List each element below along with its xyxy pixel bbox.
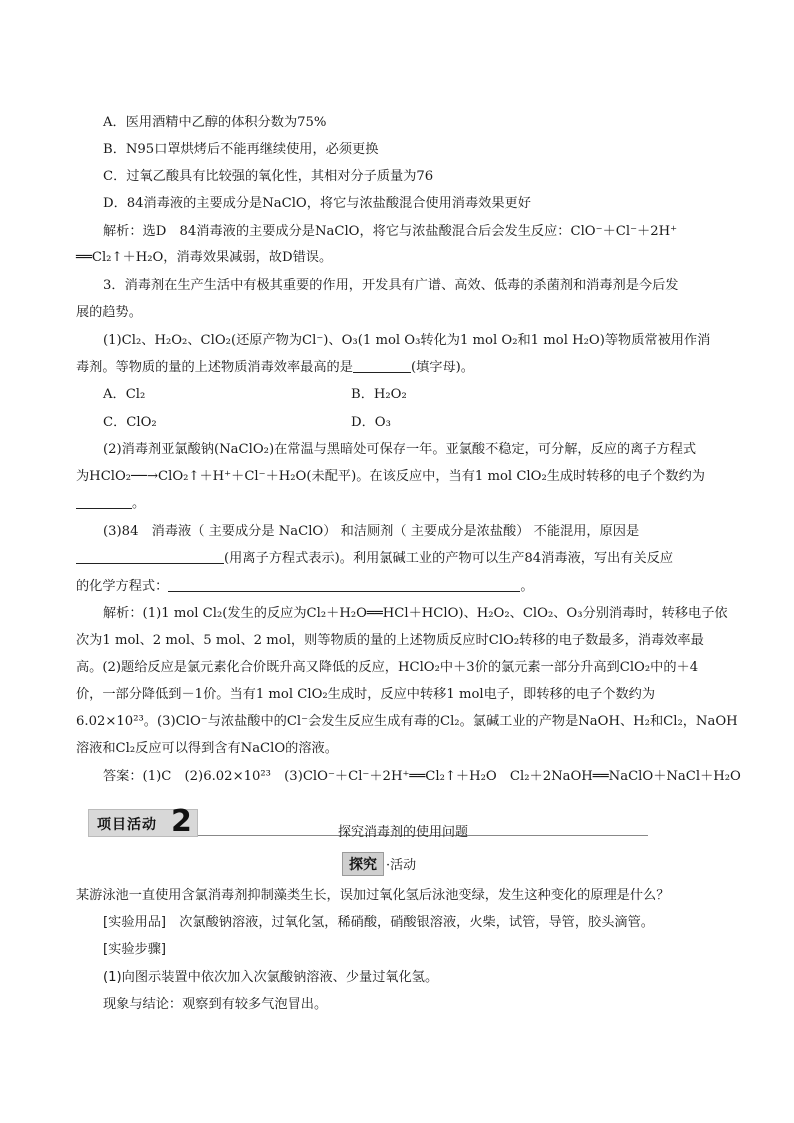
analysis-line: 次为1 mol、2 mol、5 mol、2 mol，则等物质的量的上述物质反应时ClO₂转移的电子数最多，消毒效率最: [76, 633, 704, 648]
part-1-text: 毒剂。等物质的量的上述物质消毒效率最高的是: [76, 360, 353, 375]
choice-b: B．H₂O₂: [351, 387, 407, 402]
part-2-end: 。: [132, 496, 146, 511]
analysis-line: 6.02×10²³。(3)ClO⁻与浓盐酸中的Cl⁻会发生反应生成有毒的Cl₂。氯碱工业的产物是NaOH、H₂和Cl₂，NaOH: [76, 714, 738, 729]
choice-row: [0, 386, 794, 404]
question-3-part-3: [0, 578, 794, 596]
analysis-line: 高。(2)题给反应是氯元素化合价既升高又降低的反应，HClO₂中＋3价的氯元素一部分升高到ClO₂中的＋4: [76, 660, 699, 675]
question-3-part-1: (1)Cl₂、H₂O₂、ClO₂(还原产物为Cl⁻)、O₃(1 mol O₃转化为1 mol O₂和1 mol H₂O)等物质常被用作消: [103, 333, 711, 348]
option-c: C．过氧乙酸具有比较强的氧化性，其相对分子质量为76: [103, 169, 434, 184]
activity-step-1: (1)向图示装置中依次加入次氯酸钠溶液、少量过氧化氢。: [103, 970, 439, 985]
choice-a: A．Cl₂: [103, 387, 146, 402]
part-3-text: (用离子方程式表示)。利用氯碱工业的产物可以生产84消毒液，写出有关反应: [224, 551, 674, 566]
analysis-line: 解析：(1)1 mol Cl₂(发生的反应为Cl₂＋H₂O══HCl＋HClO)、H₂O₂、ClO₂、O₃分别消毒时，转移电子依: [103, 606, 728, 621]
question-3-intro: 3．消毒剂在生产生活中有极其重要的作用，开发具有广谱、高效、低毒的杀菌剂和消毒剂是今后发: [103, 278, 679, 293]
answer-blank[interactable]: [76, 495, 132, 509]
section-badge-number: 2: [171, 804, 192, 839]
activity-observation: 现象与结论：观察到有较多气泡冒出。: [103, 997, 328, 1012]
activity-tag-label: 探究: [342, 852, 384, 876]
question-3-part-2: [0, 495, 794, 513]
question-3-part-3: [0, 550, 794, 568]
answer-line: 答案：(1)C (2)6.02×10²³ (3)ClO⁻＋Cl⁻＋2H⁺══Cl₂↑＋H₂O Cl₂＋2NaOH══NaClO＋NaCl＋H₂O: [103, 769, 741, 784]
section-badge: [88, 804, 198, 839]
part-3-end: 。: [520, 579, 534, 594]
question-3-part-2: (2)消毒剂亚氯酸钠(NaClO₂)在常温与黑暗处可保存一年。亚氯酸不稳定，可分解，反应的离子方程式: [103, 442, 697, 457]
activity-supplies: [实验用品] 次氯酸钠溶液，过氧化氢，稀硝酸，硝酸银溶液，火柴，试管，导管，胶头滴管。: [103, 915, 654, 930]
section-title: 探究消毒剂的使用问题: [338, 825, 469, 840]
question-3-part-1: [0, 359, 794, 377]
analysis-line: 解析：选D 84消毒液的主要成分是NaClO，将它与浓盐酸混合后会发生反应：ClO⁻＋Cl⁻＋2H⁺: [103, 224, 678, 239]
part-1-text-end: (填字母)。: [410, 360, 474, 375]
answer-blank[interactable]: [168, 578, 520, 592]
answer-blank[interactable]: [353, 359, 411, 373]
question-3-intro: 展的趋势。: [76, 305, 142, 320]
analysis-line: 价，一部分降低到－1价。当有1 mol ClO₂生成时，反应中转移1 mol电子，即转移的电子个数约为: [76, 687, 656, 702]
option-a: A．医用酒精中乙醇的体积分数为75%: [103, 115, 327, 130]
option-b: B．N95口罩烘烤后不能再继续使用，必须更换: [103, 142, 379, 157]
option-d: D．84消毒液的主要成分是NaClO，将它与浓盐酸混合使用消毒效果更好: [103, 196, 531, 211]
answer-blank[interactable]: [76, 550, 224, 564]
section-header: [88, 804, 648, 840]
activity-question: 某游泳池一直使用含氯消毒剂抑制藻类生长，误加过氧化氢后泳池变绿，发生这种变化的原理是什么？: [76, 888, 670, 903]
analysis-line: ══Cl₂↑＋H₂O，消毒效果减弱，故D错误。: [76, 250, 333, 265]
activity-steps-label: [实验步骤]: [103, 942, 167, 957]
choice-c: C．ClO₂: [103, 415, 157, 430]
part-3-text: 的化学方程式：: [76, 579, 169, 594]
section-badge-label: 项目活动: [97, 817, 157, 833]
choice-row: [0, 414, 794, 432]
choice-d: D．O₃: [351, 415, 391, 430]
activity-tag-suffix: ·活动: [386, 858, 417, 873]
question-3-part-2: 为HClO₂──→ClO₂↑＋H⁺＋Cl⁻＋H₂O(未配平)。在该反应中，当有1 mol ClO₂生成时转移的电子个数约为: [76, 469, 705, 484]
question-3-part-3: (3)84 消毒液（ 主要成分是 NaClO） 和洁厕剂（ 主要成分是浓盐酸） 不能混用，原因是: [103, 524, 640, 539]
activity-tag: [342, 852, 416, 874]
analysis-line: 溶液和Cl₂反应可以得到含有NaClO的溶液。: [76, 741, 338, 756]
